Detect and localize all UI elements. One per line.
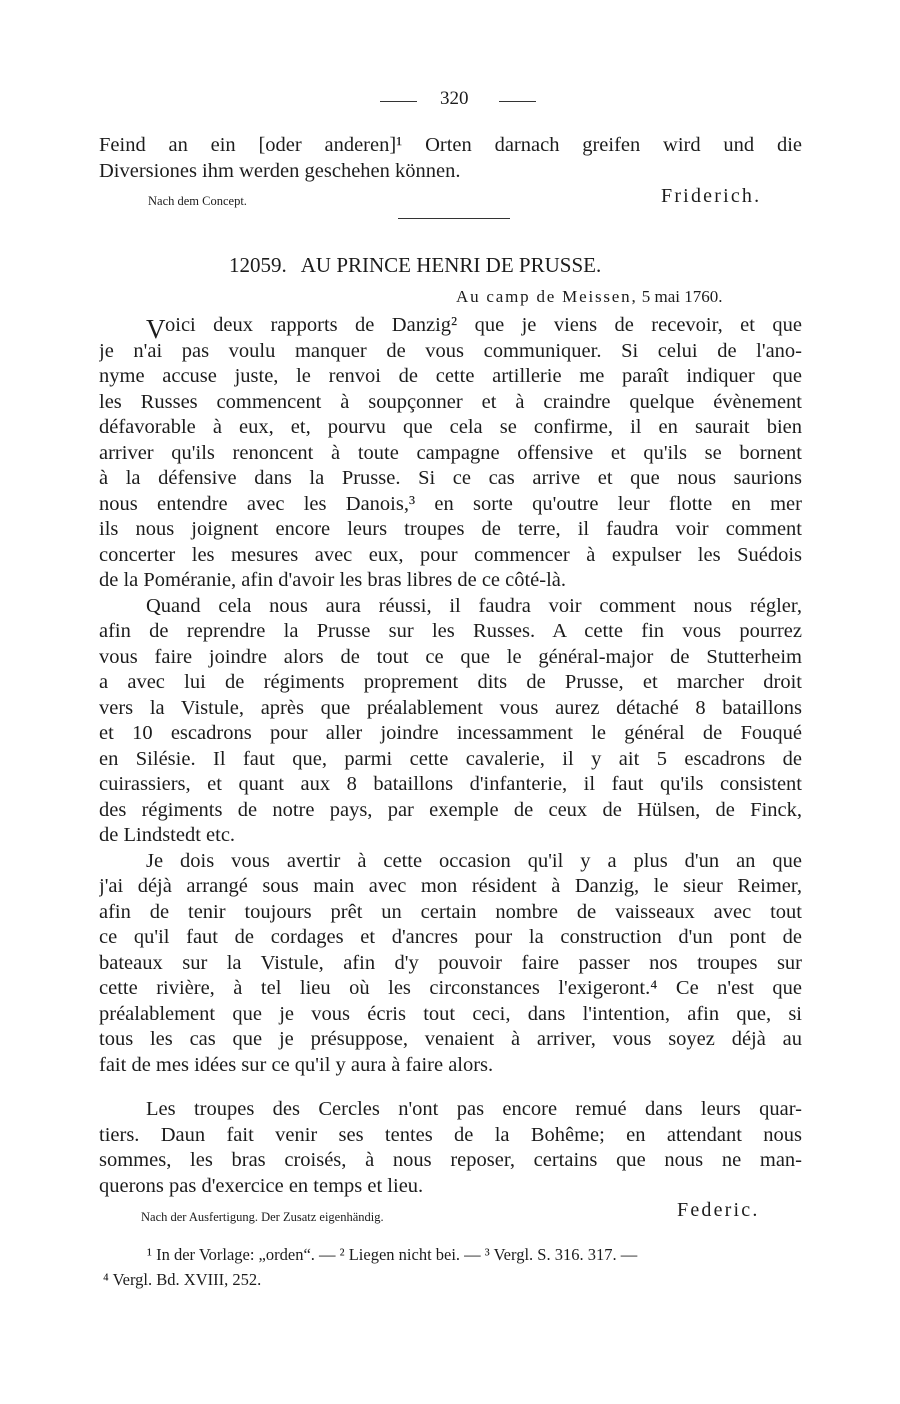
initial-letter: V: [146, 314, 166, 344]
body-line: fait de mes idées sur ce qu'il y aura à faire alors.: [99, 1053, 494, 1076]
body-line: vous faire joindre alors de tout ce que le général-major de Stutterheim: [99, 645, 802, 668]
body-line: Feind an ein [oder anderen]¹ Orten darnach greifen wird und die: [99, 134, 802, 156]
body-line: nous entendre avec les Danois,³ en sorte qu'outre leur flotte en mer: [99, 492, 802, 515]
body-line: sommes, les bras croisés, à nous reposer, certains que nous ne man-: [99, 1149, 802, 1171]
body-line: de Lindstedt etc.: [99, 824, 236, 846]
body-line: j'ai déjà arrangé sous main avec mon résident à Danzig, le sieur Reimer,: [99, 875, 802, 897]
place-date: [456, 287, 723, 307]
body-line: cette rivière, à tel lieu où les circonstances l'exigeront.⁴ Ce n'est que: [99, 977, 802, 999]
source-note: Nach der Ausfertigung. Der Zusatz eigenhändig.: [141, 1210, 384, 1224]
letter-number: 12059.: [229, 253, 287, 277]
letter-heading: [229, 253, 601, 278]
body-line: les Russes commencent à soupçonner et à craindre quelque évènement: [99, 390, 802, 413]
body-line: en Silésie. Il faut que, parmi cette cavalerie, il y ait 5 escadrons de: [99, 747, 802, 770]
body-line: cuirassiers, et quant aux 8 bataillons d'infanterie, il faut qu'ils consistent: [99, 773, 802, 795]
footnote-line: ¹ In der Vorlage: „orden“. — ² Liegen nicht bei. — ³ Vergl. S. 316. 317. —: [147, 1245, 638, 1264]
signature: Friderich.: [661, 185, 762, 207]
body-line: tiers. Daun fait venir ses tentes de la Bohême; en attendant nous: [99, 1123, 802, 1146]
body-line: nyme accuse juste, le renvoi de cette artillerie me paraît indiquer que: [99, 365, 802, 387]
body-line: afin de reprendre la Prusse sur les Russes. A cette fin vous pourrez: [99, 620, 802, 642]
body-line: arriver qu'ils renoncent à toute campagne offensive et qu'ils se bornent: [99, 441, 802, 464]
body-line: bateaux sur la Vistule, afin d'y pouvoir faire passer nos troupes sur: [99, 951, 802, 974]
body-line: à la défensive dans la Prusse. Si ce cas arrive et que nous saurions: [99, 467, 802, 489]
body-line: ils nous joignent encore leurs troupes de terre, il faudra voir comment: [99, 518, 802, 540]
body-line: a avec lui de régiments proprement dits de Prusse, et marcher droit: [99, 671, 802, 693]
body-line: Je dois vous avertir à cette occasion qu'il y a plus d'un an que: [146, 849, 802, 872]
body-line: Diversiones ihm werden geschehen können.: [99, 160, 461, 182]
body-line: de la Poméranie, afin d'avoir les bras libres de ce côté-là.: [99, 569, 567, 591]
page-number: 320: [440, 88, 469, 109]
letter-separator: [398, 218, 510, 219]
body-line: concerter les mesures avec eux, pour commencer à expulser les Suédois: [99, 543, 802, 566]
body-line: vers la Vistule, après que préalablement vous aurez détaché 8 bataillons: [99, 696, 802, 719]
body-line: défavorable à eux, et, pourvu que cela se confirme, il en saurait bien: [99, 416, 802, 438]
letter-place: Au camp de Meissen,: [456, 287, 638, 306]
body-line: Quand cela nous aura réussi, il faudra voir comment nous régler,: [146, 594, 802, 617]
body-line: je n'ai pas voulu manquer de vous communiquer. Si celui de l'ano-: [99, 339, 802, 362]
header-rule-right: [499, 101, 536, 102]
body-line: oici deux rapports de Danzig² que je viens de recevoir, et que: [165, 314, 802, 336]
body-line: Les troupes des Cercles n'ont pas encore remué dans leurs quar-: [146, 1098, 802, 1120]
letter-recipient: AU PRINCE HENRI DE PRUSSE.: [300, 253, 602, 277]
body-line: afin de tenir toujours prêt un certain nombre de vaisseaux avec tout: [99, 900, 802, 923]
source-note: Nach dem Concept.: [148, 194, 247, 208]
letter-date: 5 mai 1760.: [641, 287, 723, 306]
body-line: tous les cas que je présuppose, venaient à arriver, vous soyez déjà au: [99, 1028, 802, 1050]
body-line: querons pas d'exercice en temps et lieu.: [99, 1174, 424, 1197]
signature: Federic.: [677, 1199, 760, 1221]
body-line: préalablement que je vous écris tout ceci, dans l'intention, afin que, si: [99, 1002, 802, 1025]
body-line: ce qu'il faut de cordages et d'ancres pour la construction d'un pont de: [99, 926, 802, 948]
body-line: des régiments de notre pays, par exemple de ceux de Hülsen, de Finck,: [99, 798, 802, 821]
header-rule-left: [380, 101, 417, 102]
footnote-line: ⁴ Vergl. Bd. XVIII, 252.: [103, 1270, 262, 1289]
body-line: et 10 escadrons pour aller joindre incessamment le général de Fouqué: [99, 722, 802, 744]
